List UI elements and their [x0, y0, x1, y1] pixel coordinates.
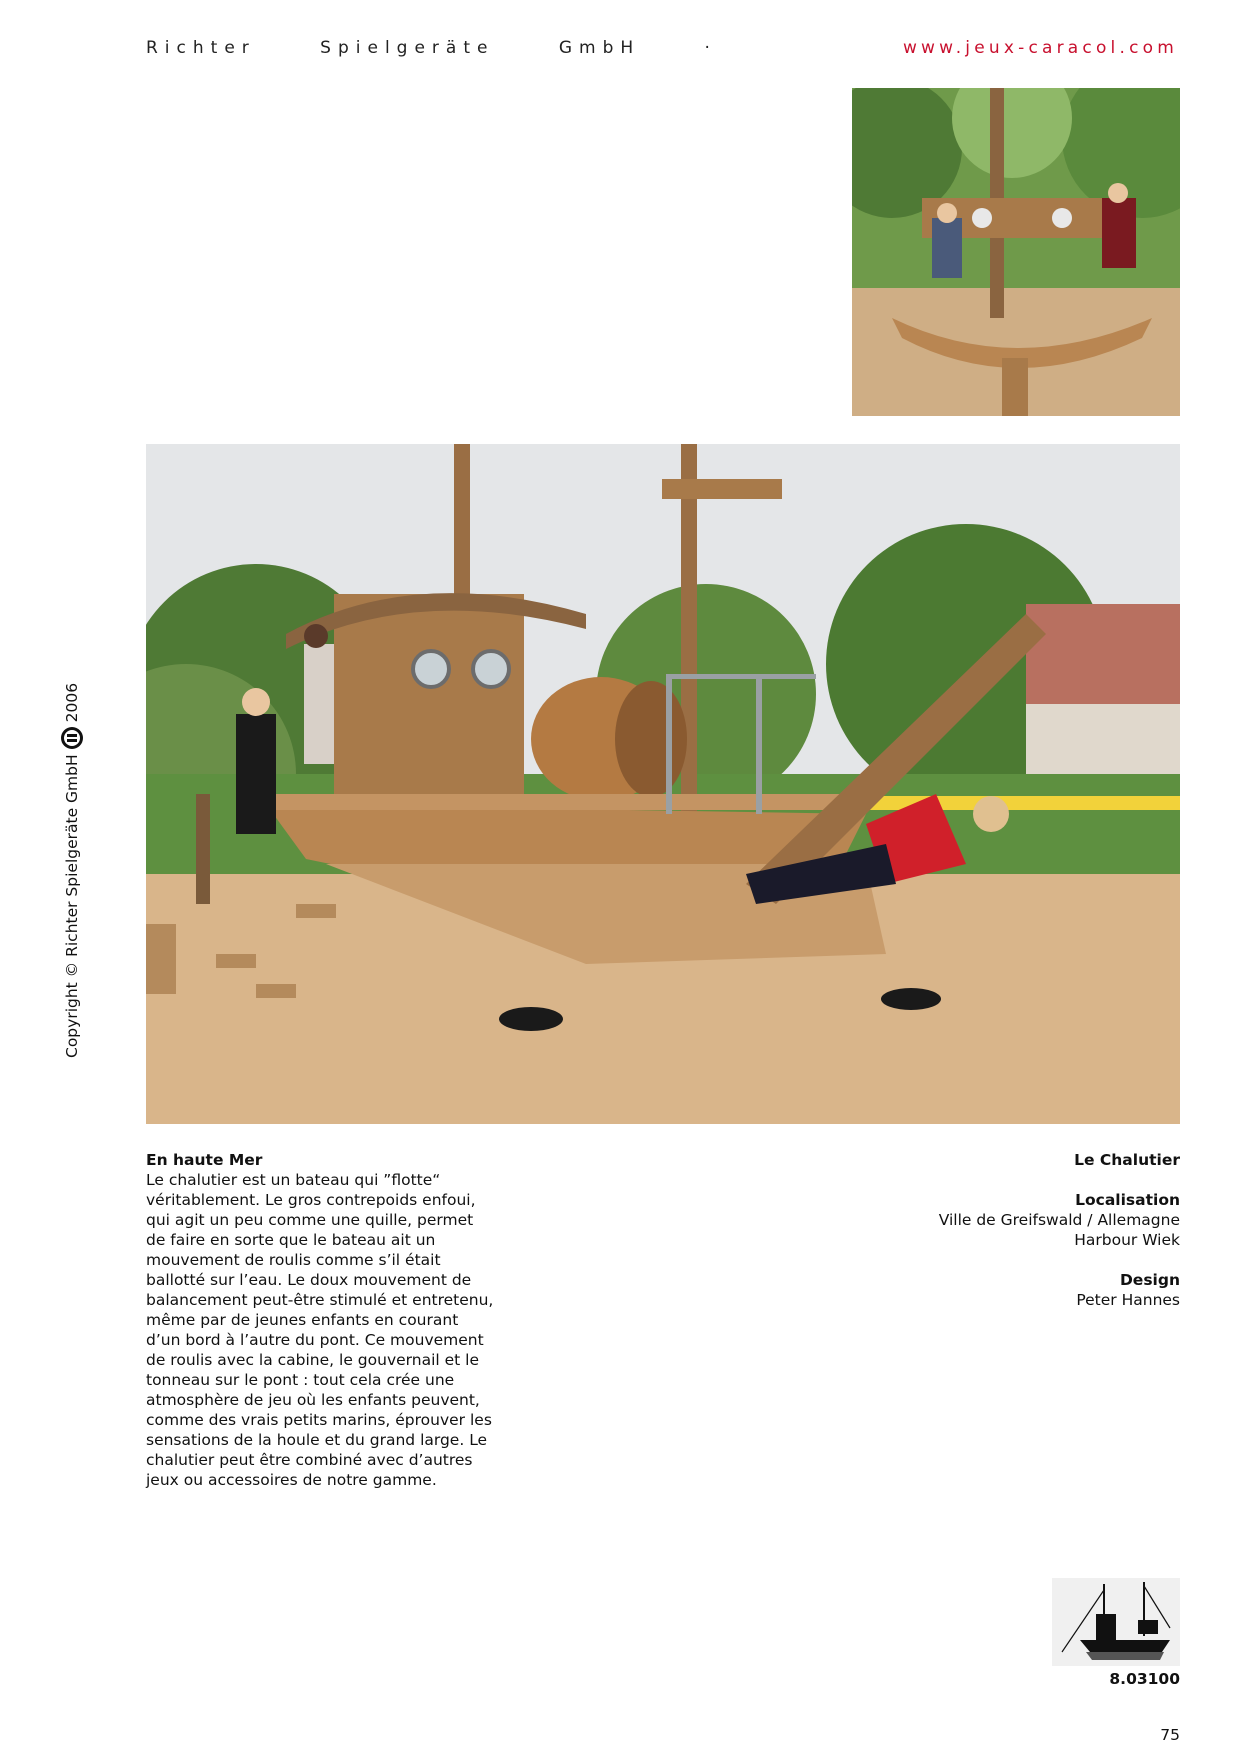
location-line-2: Harbour Wiek: [1074, 1231, 1180, 1249]
richter-logo-icon: [60, 726, 84, 750]
design-block: [860, 1270, 1180, 1310]
company-header: Richter Spielgeräte GmbH ·: [146, 38, 717, 58]
copyright-notice: [60, 683, 84, 1058]
location-block: [860, 1190, 1180, 1250]
product-code: 8.03100: [1109, 1670, 1180, 1688]
trawler-sketch-icon: [1052, 1578, 1180, 1666]
designer-name: Peter Hannes: [1076, 1291, 1180, 1309]
description-section: [146, 1150, 496, 1490]
specs-section: [860, 1150, 1180, 1330]
copyright-year: 2006: [63, 682, 81, 723]
website-link[interactable]: www.jeux-caracol.com: [902, 38, 1178, 58]
description-heading: En haute Mer: [146, 1151, 263, 1169]
photo-trawler-playground: [146, 444, 1180, 1124]
location-line-1: Ville de Greifswald / Allemagne: [938, 1211, 1180, 1229]
page-number: 75: [1160, 1726, 1180, 1744]
product-name: Le Chalutier: [1074, 1151, 1180, 1169]
photo-children-on-boat: [852, 88, 1180, 416]
description-body: Le chalutier est un bateau qui ”flotte“ véritablement. Le gros contrepoids enfoui, qui agit un peu comme une quille, permet de faire en sorte que le bateau ait un mouvement de roulis comme s’il était ballotté sur l’eau. Le doux mouvement de balancement peut-être stimulé et entretenu, même par de jeunes enfants en courant d’un bord à l’autre du pont. Ce mouvement de roulis avec la cabine, le gouvernail et le tonneau sur le pont : tout cela crée une atmosphère de jeu où les enfants peuvent, comme des vrais petits marins, éprouver les sensations de la houle et du grand large. Le chalutier peut être combiné avec d’autres jeux ou accessoires de notre gamme.: [146, 1171, 494, 1489]
copyright-text: Copyright © Richter Spielgeräte GmbH: [63, 754, 81, 1058]
design-label: Design: [1119, 1271, 1180, 1289]
location-label: Localisation: [1075, 1191, 1180, 1209]
